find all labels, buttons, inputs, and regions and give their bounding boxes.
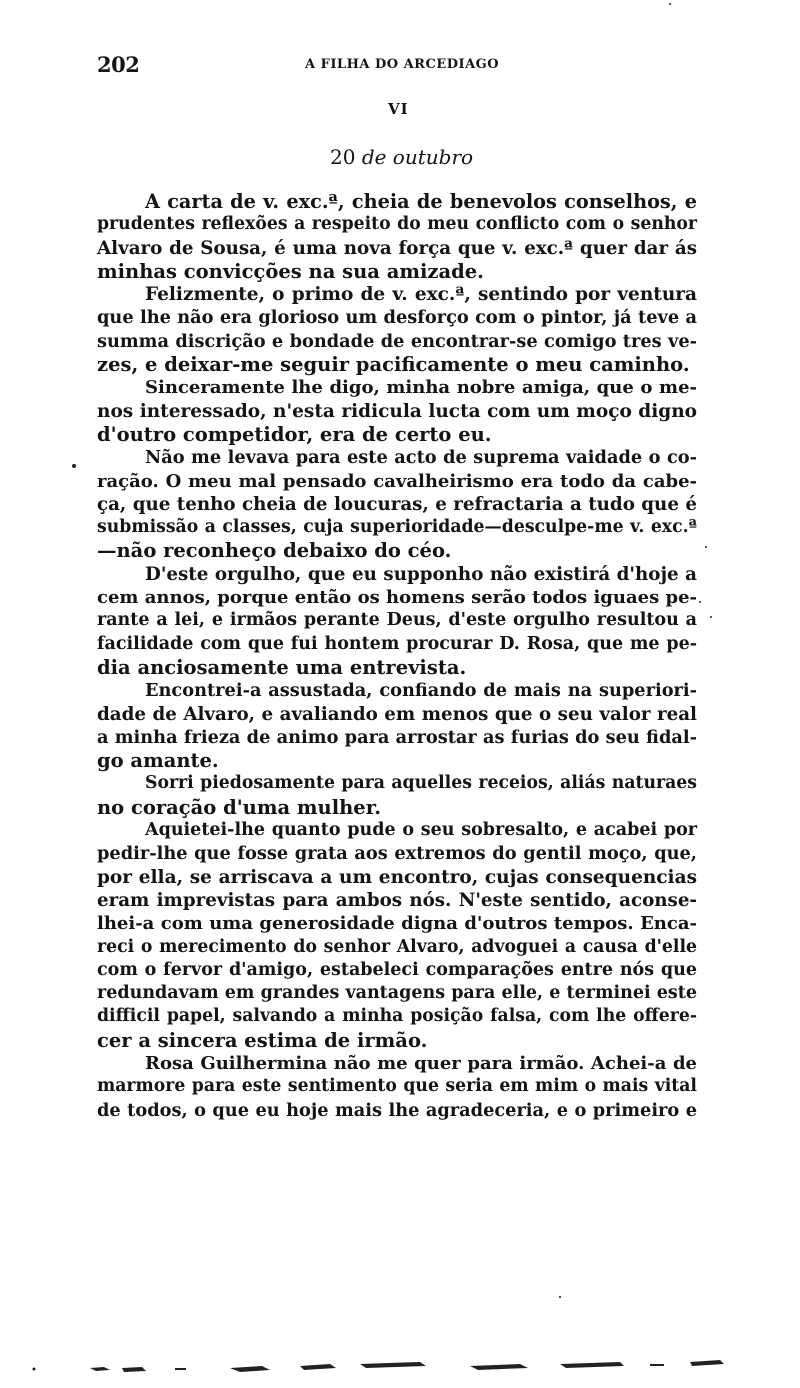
speck (300, 1364, 336, 1370)
text-line: summa discrição e bondade de encontrar-se comigo tres ve- (97, 330, 697, 352)
text-line: dia anciosamente uma entrevista. (97, 655, 467, 679)
text-line: cem annos, porque então os homens serão todos iguaes pe- (97, 587, 697, 609)
speck (470, 1364, 528, 1370)
text-line: Felizmente, o primo de v. exc.ª, sentindo por ventura (145, 284, 697, 306)
text-line: Alvaro de Sousa, é uma nova força que v. exc.ª quer dar ás (97, 237, 697, 259)
text-line: no coração d'uma mulher. (97, 795, 381, 819)
text-line: D'este orgulho, que eu supponho não existirá d'hoje a (145, 563, 697, 585)
text-line: prudentes reflexões a respeito do meu conflicto com o senhor (97, 214, 697, 235)
text-line: reci o merecimento do senhor Alvaro, advoguei a causa d'elle (97, 936, 697, 957)
text-line: Aquietei-lhe quanto pude o seu sobresalto, e acabei por (145, 820, 697, 841)
text-line: a minha frieza de animo para arrostar as furias do seu fidal- (97, 726, 697, 748)
text-line: —não reconheço debaixo do céo. (97, 539, 452, 563)
speck (650, 1364, 664, 1366)
text-line: ça, que tenho cheia de loucuras, e refractaria a tudo que é (97, 493, 697, 515)
page-header (97, 52, 697, 78)
text-line: facilidade com que fui hontem procurar D. Rosa, que me pe- (97, 633, 697, 654)
text-line: go amante. (97, 749, 219, 773)
text-line: eram imprevistas para ambos nós. N'este sentido, aconse- (97, 889, 697, 911)
text-line: Sorri piedosamente para aquelles receios, aliás naturaes (145, 773, 697, 794)
text-line: cer a sincera estima de irmão. (97, 1028, 428, 1052)
text-line: ração. O meu mal pensado cavalheirismo era todo da cabe- (97, 470, 697, 492)
text-line: Rosa Guilhermina não me quer para irmão. Achei-a de (145, 1052, 697, 1074)
page-number: 202 (97, 52, 140, 77)
body-text (97, 190, 697, 1122)
date-day: 20 (330, 145, 356, 169)
speck (699, 601, 701, 603)
speck (559, 1296, 561, 1298)
text-line: que lhe não era glorioso um desforço com o pintor, já teve a (97, 307, 697, 329)
text-line: Não me levava para este acto de suprema vaidade o co- (145, 447, 697, 469)
text-line: redundavam em grandes vantagens para elle, e terminei este (97, 983, 697, 1004)
speck (122, 1367, 146, 1372)
speck (710, 616, 712, 618)
text-line: dade de Alvaro, e avaliando em menos que o seu valor real (97, 703, 697, 725)
text-line: Sinceramente lhe digo, minha nobre amiga, que o me- (145, 377, 697, 399)
speck (230, 1366, 270, 1372)
date-month: de outubro (361, 145, 474, 169)
text-line: de todos, o que eu hoje mais lhe agradeceria, e o primeiro e (97, 1099, 697, 1121)
speck (33, 1368, 36, 1371)
text-line: marmore para este sentimento que seria em mim o mais vital (97, 1076, 697, 1097)
speck (175, 1368, 186, 1370)
chapter-number: VI (388, 100, 409, 118)
text-line: por ella, se arriscava a um encontro, cujas consequencias (97, 866, 697, 888)
text-line: nos interessado, n'esta ridicula lucta com um moço digno (97, 400, 697, 422)
running-title: A FILHA DO ARCEDIAGO (305, 57, 500, 72)
text-line: submissão a classes, cuja superioridade—desculpe-me v. exc.ª (97, 517, 697, 538)
text-line: zes, e deixar-me seguir pacificamente o meu caminho. (97, 353, 690, 377)
text-line: difficil papel, salvando a minha posição falsa, com lhe offere- (97, 1006, 697, 1027)
text-line: com o fervor d'amigo, estabeleci comparações entre nós que (97, 959, 697, 980)
text-line: A carta de v. exc.ª, cheia de benevolos conselhos, e (145, 190, 697, 213)
speck (669, 3, 671, 5)
text-line: pedir-lhe que fosse grata aos extremos do gentil moço, que, (97, 843, 697, 865)
text-line: lhei-a com uma generosidade digna d'outros tempos. Enca- (97, 913, 697, 935)
speck (360, 1362, 426, 1368)
speck (72, 464, 76, 468)
speck (690, 1360, 724, 1366)
chapter-date (330, 145, 473, 169)
speck (560, 1362, 624, 1368)
text-line: minhas convicções na sua amizade. (97, 259, 484, 283)
speck (90, 1367, 110, 1371)
text-line: Encontrei-a assustada, confiando de mais na superiori- (145, 680, 697, 702)
text-line: rante a lei, e irmãos perante Deus, d'este orgulho resultou a (97, 610, 697, 631)
text-line: d'outro competidor, era de certo eu. (97, 422, 492, 446)
speck (705, 546, 707, 548)
